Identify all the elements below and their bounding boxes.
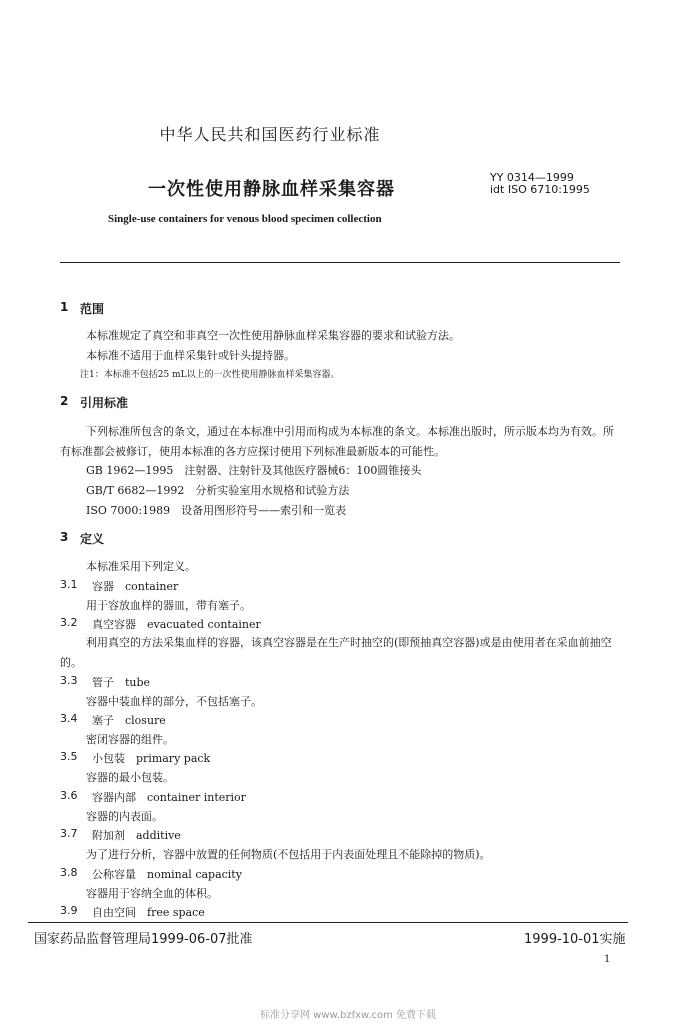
page-number: 1 [604, 954, 611, 965]
term-number: 3.2 [60, 616, 78, 629]
section1-paragraph1: 本标准规定了真空和非真空一次性使用静脉血样采集容器的要求和试验方法。 [86, 329, 460, 342]
term-definition: 容器的最小包装。 [86, 771, 174, 784]
footer-divider [28, 922, 628, 923]
term-definition: 利用真空的方法采集血样的容器，该真空容器是在生产时抽空的(即预抽真空容器)或是由使用者在采血前抽空的。 [60, 636, 612, 669]
term-name: 小包装 primary pack [92, 752, 211, 765]
section3-number: 3 [60, 530, 69, 544]
implementation-date: 1999-10-01实施 [524, 932, 626, 947]
term-number: 3.4 [60, 712, 78, 725]
term-name: 容器 container [92, 580, 179, 593]
reference-item: ISO 7000:1989 设备用图形符号——索引和一览表 [86, 504, 347, 517]
term-name: 公称容量 nominal capacity [92, 868, 242, 881]
term-name: 附加剂 additive [92, 829, 181, 842]
term-name: 管子 tube [92, 676, 151, 689]
term-number: 3.3 [60, 674, 78, 687]
term-definition: 容器中装血样的部分，不包括塞子。 [86, 695, 262, 708]
header-divider [60, 262, 620, 263]
term-definition: 用于容放血样的器皿，带有塞子。 [86, 599, 251, 612]
reference-item: GB 1962—1995 注射器、注射针及其他医疗器械6：100圆锥接头 [86, 464, 422, 477]
term-definition: 容器用于容纳全血的体积。 [86, 887, 218, 900]
standard-category-title: 中华人民共和国医药行业标准 [159, 125, 381, 144]
section3-title: 定义 [80, 532, 105, 546]
reference-item: GB/T 6682—1992 分析实验室用水规格和试验方法 [86, 484, 350, 497]
term-number: 3.1 [60, 578, 78, 591]
standard-code [490, 172, 590, 196]
section1-note: 注1：本标准不包括25 mL以上的一次性使用静脉血样采集容器。 [80, 370, 340, 380]
term-number: 3.7 [60, 827, 78, 840]
term-name: 自由空间 free space [92, 906, 205, 919]
section2-paragraph: 下列标准所包含的条文，通过在本标准中引用而构成为本标准的条文。本标准出版时，所示版本均为有效。所有标准都会被修订，使用本标准的各方应探讨使用下列标准最新版本的可能性。 [60, 425, 614, 458]
section1-number: 1 [60, 300, 69, 314]
term-definition: 容器的内表面。 [86, 810, 163, 823]
standard-code-line1: YY 0314—1999 [490, 171, 574, 184]
section3-intro: 本标准采用下列定义。 [86, 560, 196, 573]
standard-code-line2: idt ISO 6710:1995 [490, 183, 590, 196]
term-name: 真空容器 evacuated container [92, 618, 261, 631]
term-definition: 为了进行分析，容器中放置的任何物质(不包括用于内表面处理且不能除掉的物质)。 [86, 848, 491, 861]
section2-title: 引用标准 [80, 396, 129, 410]
term-name: 容器内部 container interior [92, 791, 246, 804]
section1-paragraph2: 本标准不适用于血样采集针或针头提持器。 [86, 349, 295, 362]
document-title: 一次性使用静脉血样采集容器 [148, 179, 395, 200]
term-number: 3.5 [60, 750, 78, 763]
section2-number: 2 [60, 394, 69, 408]
term-number: 3.6 [60, 789, 78, 802]
term-number: 3.8 [60, 866, 78, 879]
section1-title: 范围 [80, 302, 105, 316]
approval-line: 国家药品监督管理局1999-06-07批准 [34, 932, 253, 947]
term-number: 3.9 [60, 904, 78, 917]
term-name: 塞子 closure [92, 714, 166, 727]
watermark: 标准分享网 www.bzfxw.com 免费下载 [260, 1010, 436, 1021]
term-definition: 密闭容器的组件。 [86, 733, 174, 746]
english-title: Single-use containers for venous blood specimen collection [108, 213, 382, 225]
